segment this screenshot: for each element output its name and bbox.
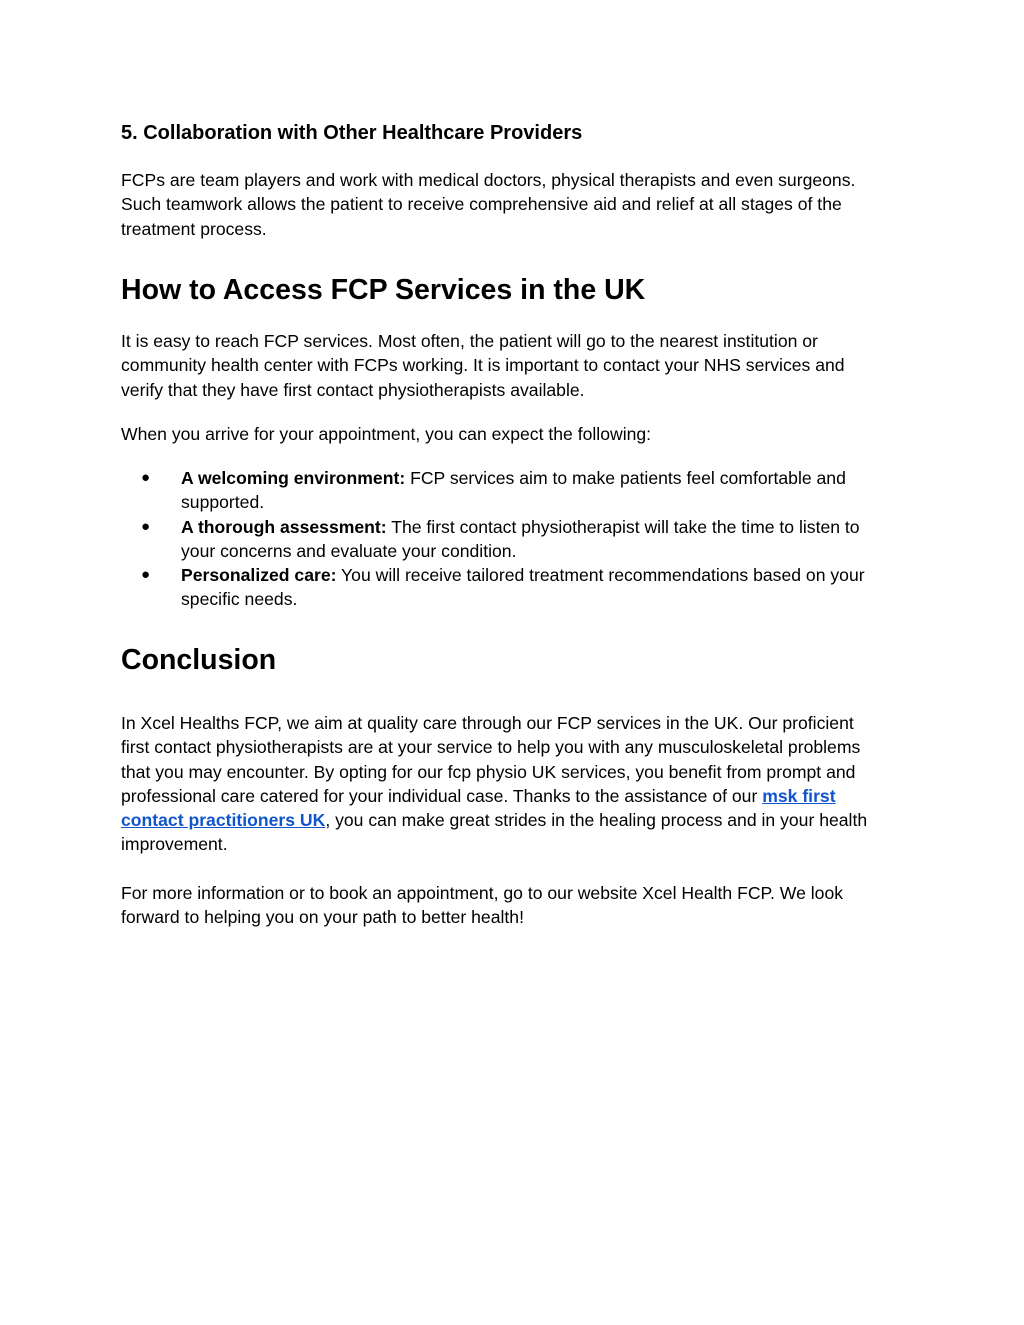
conclusion-heading: Conclusion xyxy=(121,644,277,676)
collaboration-line: treatment process. xyxy=(121,218,267,239)
collaboration-line: Such teamwork allows the patient to receive comprehensive aid and relief at all stages of the xyxy=(121,194,842,215)
conclusion-line: that you may encounter. By opting for our fcp physio UK services, you benefit from prompt and xyxy=(121,761,856,782)
list-item-line xyxy=(181,515,911,539)
access-line: verify that they have first contact physiotherapists available. xyxy=(121,379,585,400)
list-item-line xyxy=(181,466,911,490)
access-heading: How to Access FCP Services in the UK xyxy=(121,274,646,306)
access-line: community health center with FCPs working. It is important to contact your NHS services and xyxy=(121,355,845,376)
list-item xyxy=(121,466,911,515)
bullet-icon: ● xyxy=(141,469,151,486)
list-item xyxy=(121,515,911,564)
msk-practitioners-link-continued[interactable]: contact practitioners UK xyxy=(121,810,326,831)
access-line: It is easy to reach FCP services. Most often, the patient will go to the nearest institution or xyxy=(121,331,818,351)
list-item-text: supported. xyxy=(181,492,265,513)
contact-line: forward to helping you on your path to better health! xyxy=(121,907,524,928)
list-item-text: The first contact physiotherapist will take the time to listen to xyxy=(386,516,860,537)
conclusion-text: , you can make great strides in the healing process and in your health xyxy=(325,810,868,831)
collaboration-paragraph xyxy=(121,168,911,241)
collaboration-heading: 5. Collaboration with Other Healthcare Providers xyxy=(121,122,583,144)
conclusion-line: improvement. xyxy=(121,834,228,855)
list-item-title: A thorough assessment: xyxy=(181,516,387,537)
msk-practitioners-link[interactable]: msk first xyxy=(762,785,836,806)
contact-line: For more information or to book an appointment, go to our website Xcel Health FCP. We look xyxy=(121,883,844,903)
access-paragraph xyxy=(121,329,911,402)
list-item-line xyxy=(181,563,911,587)
conclusion-text: professional care catered for your individual case. Thanks to the assistance of our xyxy=(121,785,763,806)
list-item-text: specific needs. xyxy=(181,589,298,610)
expectations-list xyxy=(121,466,911,612)
list-item-text: FCP services aim to make patients feel comfortable and xyxy=(405,468,846,488)
appointment-intro: When you arrive for your appointment, you can expect the following: xyxy=(121,424,652,444)
collaboration-line: FCPs are team players and work with medical doctors, physical therapists and even surgeons. xyxy=(121,170,856,190)
bullet-icon: ● xyxy=(141,566,151,584)
conclusion-line: In Xcel Healths FCP, we aim at quality care through our FCP services in the UK. Our proficient xyxy=(121,713,854,733)
bullet-icon: ● xyxy=(141,517,151,535)
conclusion-paragraph xyxy=(121,711,911,857)
list-item-text: your concerns and evaluate your condition. xyxy=(181,540,517,561)
conclusion-line xyxy=(121,784,911,808)
list-item-title: A welcoming environment: xyxy=(181,468,406,488)
list-item-title: Personalized care: xyxy=(181,565,337,586)
contact-paragraph xyxy=(121,881,911,930)
list-item xyxy=(121,563,911,612)
conclusion-line: first contact physiotherapists are at your service to help you with any musculoskeletal problems xyxy=(121,737,861,758)
conclusion-line xyxy=(121,808,911,832)
list-item-text: You will receive tailored treatment recommendations based on your xyxy=(336,565,865,586)
